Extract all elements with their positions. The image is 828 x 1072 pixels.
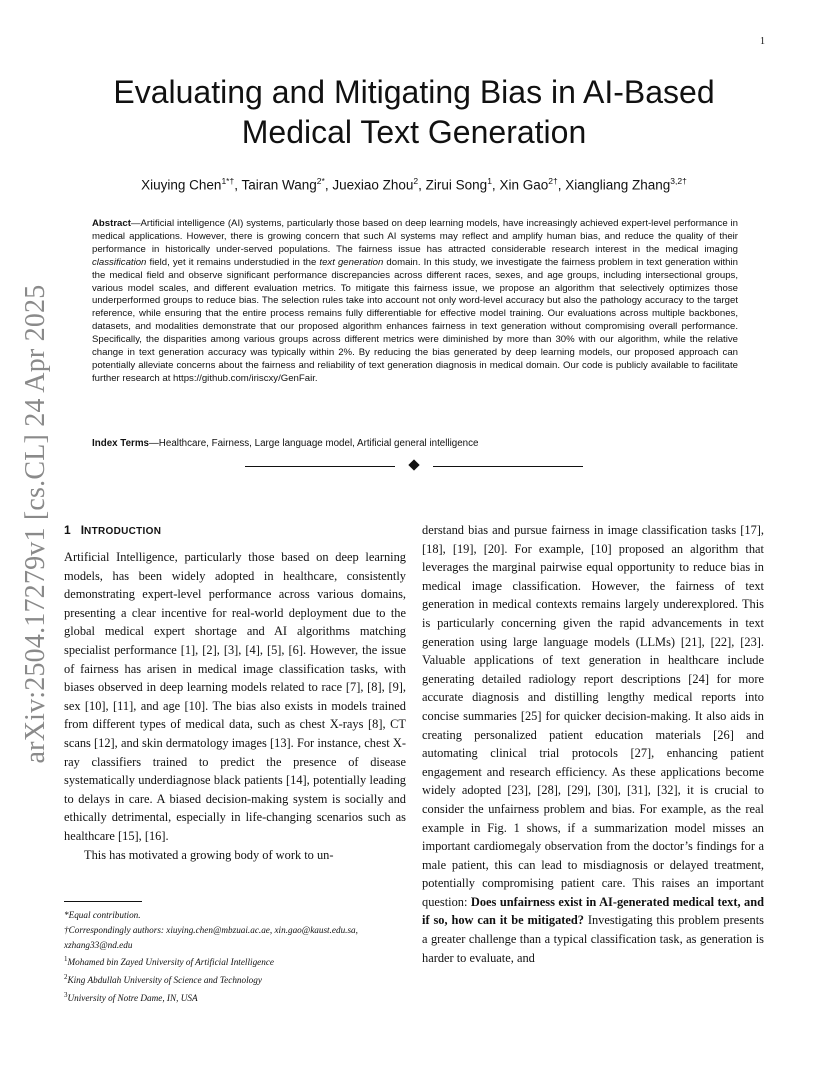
paragraph: This has motivated a growing body of work to un-: [84, 847, 334, 862]
footnote-marker: 1: [64, 955, 68, 964]
footnote-text: †Correspondingly authors: xiuying.chen@mbzuai.ac.ae, xin.gao@kaust.edu.sa, xzhang33@nd.edu: [64, 924, 358, 950]
section-divider: [245, 459, 583, 473]
author-name: Zirui Song: [425, 177, 488, 193]
footnote-text: Mohamed bin Zayed University of Artificial Intelligence: [67, 957, 275, 968]
abstract-label: Abstract: [92, 218, 131, 229]
footnote: [64, 970, 408, 988]
footnote-marker: 3: [64, 991, 68, 1000]
author-list: Xiuying Chen$^{1*\dagger}$, Tairan Wang$^{2*}$, Juexiao Zhou$^2$, Zirui Song$^1$, Xin Gao$^{2\dagger}$, Xiangliang Zhang$^{3,2\dagger}$: [141, 176, 687, 193]
author-name: Tairan Wang: [241, 177, 317, 193]
research-question: Does unfairness exist in AI-generated medical text, and if so, how can it be mitigated?: [422, 894, 764, 928]
paragraph-text: Investigating this problem presents a greater challenge than a typical classification task, as generation is harder to evaluate, and: [422, 913, 764, 965]
footnote-text: *Equal contribution.: [64, 910, 141, 920]
footnotes: [64, 908, 408, 1006]
section-heading: [64, 523, 161, 537]
author-affiliation: 3,2†: [670, 176, 687, 186]
author-affiliation: 2†: [548, 176, 558, 186]
author-affiliation: 1*†: [221, 176, 235, 186]
footnote: [64, 952, 408, 970]
abstract-emphasis: text generation: [319, 256, 384, 268]
divider-line-left: [245, 466, 395, 467]
left-column: [64, 548, 406, 864]
abstract: [92, 218, 738, 386]
title-line-1: Evaluating and Mitigating Bias in AI-Based: [113, 74, 715, 110]
footnote: [64, 988, 408, 1006]
index-terms-text: —Healthcare, Fairness, Large language model, Artificial general intelligence: [149, 438, 479, 449]
section-title-rest: NTRODUCTION: [84, 526, 162, 537]
right-column: [422, 521, 764, 967]
author-affiliation: 2: [413, 176, 419, 186]
footnote: [64, 908, 408, 923]
author-name: Xin Gao: [499, 177, 549, 193]
author-affiliation: 1: [487, 176, 492, 186]
index-terms-label: Index Terms: [92, 438, 149, 449]
footnote: [64, 923, 408, 953]
divider-line-right: [433, 466, 583, 467]
abstract-text: —Artificial intelligence (AI) systems, particularly those based on deep learning models, have increasingly achieved expert-level performance in medical applications. However, there is growing concern that such AI systems may reflect and amplify human bias, and reduce the quality of their performance in historically under-served populations. The fairness issue has attracted considerable research interest in the medical imaging: [92, 218, 738, 255]
paper-title: [60, 72, 768, 152]
paragraph: [422, 521, 764, 967]
author-name: Xiangliang Zhang: [565, 177, 671, 193]
title-line-2: Medical Text Generation: [241, 114, 587, 150]
paragraph-text: derstand bias and pursue fairness in image classification tasks [17], [18], [19], [20]. For example, [10] proposed an algorithm that leverages the marginal pairwise equal opportunity to reduce bias in medical image classification. However, the fairness of text generation in medical contexts remains largely underexplored. This is particularly concerning given the rapid advancements in text generation using large language models (LLMs) [21], [22], [23]. Valuable applications of text generation in healthcare include generating detailed radiology report descriptions [24] for more accurate diagnosis and distilling lengthy medical reports into concise summaries [25] for quicker decision-making. It also aids in creating personalized patient education materials [26] and automating clinical trial protocols [27], enhancing patient engagement and research efficiency. As these applications become widely adopted [23], [28], [29], [30], [31], [32], it is crucial to consider the unfairness problem and bias. For example, as the real example in Fig. 1 shows, if a summarization model misses an important cardiomegaly observation from the doctor’s findings for a male patient, this can lead to misdiagnosis or delayed treatment, potentially compromising patient care. This raises an important question:: [422, 523, 764, 909]
arxiv-stamp: arXiv:2504.17279v1 [cs.CL] 24 Apr 2025: [20, 284, 51, 764]
abstract-emphasis: classification: [92, 256, 147, 268]
section-title-initial: I: [80, 523, 85, 537]
footnote-text: University of Notre Dame, IN, USA: [67, 993, 198, 1004]
abstract-text: field, yet it remains understudied in the: [146, 256, 320, 268]
diamond-icon: [408, 459, 419, 470]
arxiv-stamp-container: [14, 284, 58, 764]
page-number: 1: [760, 36, 765, 47]
paragraph: Artificial Intelligence, particularly those based on deep learning models, has been widely adopted in healthcare, consistently demonstrating expert-level performance across various domains, presenting a clear incentive for real-world deployment due to the global medical expert shortage and AI algorithms matching specialist performance [1], [2], [3], [4], [5], [6]. However, the issue of fairness has arisen in medical image classification tasks, with biases observed in deep learning models related to race [7], [8], [9], sex [10], [11], and age [10]. The bias also exists in models trained from different types of medical data, such as chest X-rays [8], CT scans [12], and skin dermatology images [13]. For instance, chest X-ray classifiers trained to predict the presence of disease systematically underdiagnose black patients [14], potentially leading to delays in care. A biased decision-making system is socially and ethically detrimental, especially in life-changing scenarios such as healthcare [15], [16].: [64, 550, 406, 843]
index-terms: [92, 438, 738, 449]
abstract-text: domain. In this study, we investigate the fairness problem in text generation within the medical field and observe significant performance discrepancies across different races, sexes, and age groups, including intersectional groups, various model scales, and different evaluation metrics. To mitigate this fairness issue, we propose an algorithm that selectively optimizes those underperformed groups to reduce bias. The selection rules take into account not only word-level accuracy but also the pathology accuracy to the target reference, while ensuring that the entire process remains fully differentiable for effective model training. Our evaluations across multiple backbones, datasets, and modalities demonstrate that our proposed algorithm enhances fairness in text generation without compromising overall performance. Specifically, the disparities among various groups across different metrics were diminished by more than 30% with our algorithm, while the relative change in text generation accuracy was typically within 2%. By reducing the bias generated by deep learning models, our proposed approach can potentially alleviate concerns about the fairness and reliability of text generation diagnosis in medical domain. Our code is publicly available to facilitate further research at https://github.com/iriscxy/GenFair.: [92, 256, 738, 384]
section-number: 1: [64, 523, 71, 537]
author-affiliation: 2*: [316, 176, 325, 186]
footnote-rule: [64, 901, 142, 902]
footnote-marker: 2: [64, 973, 68, 982]
author-name: Xiuying Chen: [141, 177, 222, 193]
footnote-text: King Abdullah University of Science and Technology: [67, 975, 262, 986]
author-name: Juexiao Zhou: [332, 177, 414, 193]
